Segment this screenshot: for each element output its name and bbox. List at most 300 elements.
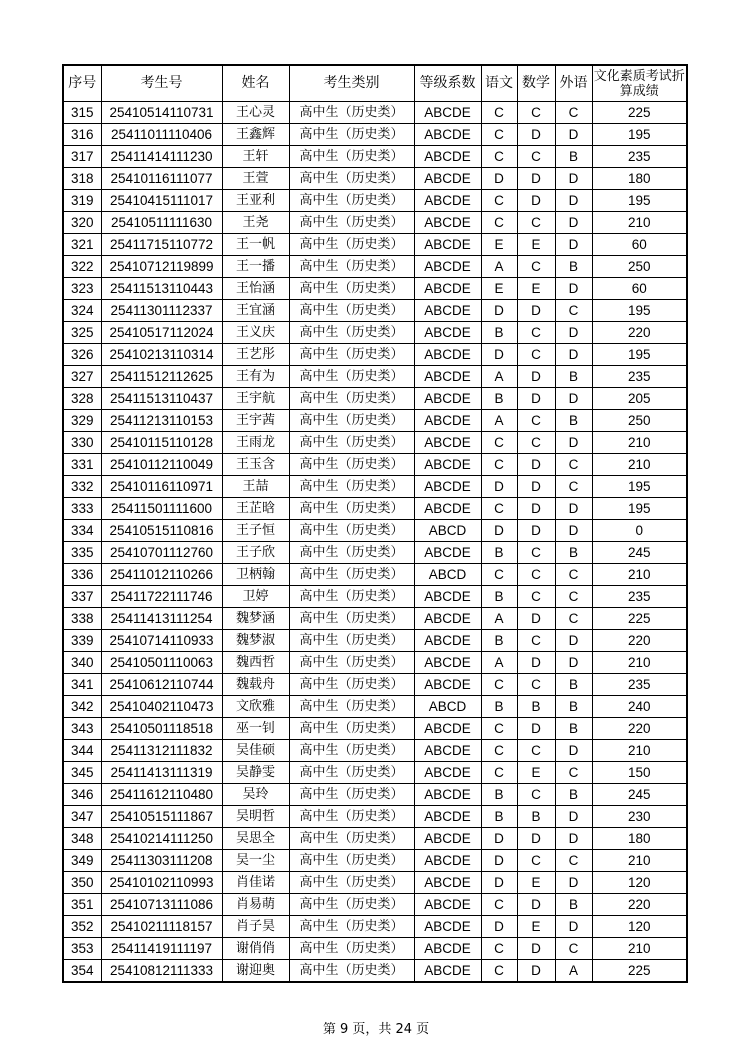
- cell-category: 高中生（历史类）: [289, 124, 414, 146]
- cell-index: 331: [63, 454, 101, 476]
- cell-exam-id: 25410701112760: [101, 542, 222, 564]
- cell-exam-id: 25410115110128: [101, 432, 222, 454]
- cell-index: 327: [63, 366, 101, 388]
- cell-index: 344: [63, 740, 101, 762]
- cell-exam-id: 25411303111208: [101, 850, 222, 872]
- cell-grade-coefficient: ABCDE: [414, 300, 481, 322]
- cell-index: 322: [63, 256, 101, 278]
- cell-exam-id: 25410214111250: [101, 828, 222, 850]
- cell-grade-coefficient: ABCDE: [414, 124, 481, 146]
- cell-exam-id: 25411512112625: [101, 366, 222, 388]
- cell-chinese: C: [481, 432, 517, 454]
- header-exam-id: 考生号: [101, 65, 222, 102]
- cell-exam-id: 25411414111230: [101, 146, 222, 168]
- cell-name: 肖佳诺: [222, 872, 289, 894]
- cell-name: 卫柄翰: [222, 564, 289, 586]
- cell-math: D: [517, 498, 555, 520]
- cell-chinese: C: [481, 454, 517, 476]
- cell-math: E: [517, 872, 555, 894]
- cell-math: C: [517, 674, 555, 696]
- cell-index: 351: [63, 894, 101, 916]
- cell-index: 340: [63, 652, 101, 674]
- cell-foreign-language: B: [555, 542, 592, 564]
- cell-math: C: [517, 784, 555, 806]
- header-chinese: 语文: [481, 65, 517, 102]
- cell-grade-coefficient: ABCDE: [414, 850, 481, 872]
- cell-grade-coefficient: ABCDE: [414, 410, 481, 432]
- cell-chinese: C: [481, 718, 517, 740]
- cell-math: C: [517, 564, 555, 586]
- cell-exam-id: 25410514110731: [101, 102, 222, 124]
- cell-converted-score: 60: [592, 278, 687, 300]
- cell-index: 336: [63, 564, 101, 586]
- cell-chinese: E: [481, 234, 517, 256]
- header-category: 考生类别: [289, 65, 414, 102]
- cell-chinese: C: [481, 762, 517, 784]
- header-grade-coefficient: 等级系数: [414, 65, 481, 102]
- cell-math: E: [517, 916, 555, 938]
- cell-chinese: C: [481, 894, 517, 916]
- cell-chinese: D: [481, 850, 517, 872]
- cell-name: 王尧: [222, 212, 289, 234]
- cell-index: 349: [63, 850, 101, 872]
- cell-category: 高中生（历史类）: [289, 894, 414, 916]
- cell-chinese: C: [481, 938, 517, 960]
- header-foreign-language: 外语: [555, 65, 592, 102]
- cell-grade-coefficient: ABCDE: [414, 630, 481, 652]
- cell-exam-id: 25410511111630: [101, 212, 222, 234]
- cell-category: 高中生（历史类）: [289, 498, 414, 520]
- cell-name: 吴一尘: [222, 850, 289, 872]
- cell-grade-coefficient: ABCDE: [414, 168, 481, 190]
- cell-grade-coefficient: ABCDE: [414, 212, 481, 234]
- table-row: [63, 212, 687, 234]
- cell-name: 魏梦淑: [222, 630, 289, 652]
- cell-grade-coefficient: ABCDE: [414, 960, 481, 983]
- header-math: 数学: [517, 65, 555, 102]
- cell-chinese: B: [481, 586, 517, 608]
- cell-converted-score: 210: [592, 740, 687, 762]
- header-name: 姓名: [222, 65, 289, 102]
- cell-name: 王亚利: [222, 190, 289, 212]
- cell-exam-id: 25411012110266: [101, 564, 222, 586]
- table-row: [63, 344, 687, 366]
- cell-grade-coefficient: ABCDE: [414, 740, 481, 762]
- cell-chinese: D: [481, 872, 517, 894]
- cell-name: 王子欣: [222, 542, 289, 564]
- cell-chinese: B: [481, 322, 517, 344]
- cell-converted-score: 220: [592, 894, 687, 916]
- cell-foreign-language: B: [555, 718, 592, 740]
- cell-foreign-language: D: [555, 520, 592, 542]
- cell-math: C: [517, 322, 555, 344]
- cell-math: B: [517, 806, 555, 828]
- cell-name: 王玉含: [222, 454, 289, 476]
- cell-index: 316: [63, 124, 101, 146]
- cell-foreign-language: C: [555, 586, 592, 608]
- cell-category: 高中生（历史类）: [289, 762, 414, 784]
- cell-name: 谢俏俏: [222, 938, 289, 960]
- cell-math: C: [517, 256, 555, 278]
- cell-exam-id: 25411501111600: [101, 498, 222, 520]
- cell-grade-coefficient: ABCDE: [414, 828, 481, 850]
- cell-foreign-language: C: [555, 476, 592, 498]
- cell-math: E: [517, 278, 555, 300]
- cell-exam-id: 25411213110153: [101, 410, 222, 432]
- cell-grade-coefficient: ABCDE: [414, 432, 481, 454]
- cell-grade-coefficient: ABCDE: [414, 102, 481, 124]
- cell-foreign-language: B: [555, 256, 592, 278]
- cell-converted-score: 195: [592, 344, 687, 366]
- cell-converted-score: 235: [592, 674, 687, 696]
- cell-chinese: B: [481, 630, 517, 652]
- cell-converted-score: 180: [592, 168, 687, 190]
- table-row: [63, 608, 687, 630]
- cell-converted-score: 250: [592, 410, 687, 432]
- cell-exam-id: 25411312111832: [101, 740, 222, 762]
- cell-grade-coefficient: ABCDE: [414, 278, 481, 300]
- cell-name: 王子恒: [222, 520, 289, 542]
- cell-category: 高中生（历史类）: [289, 520, 414, 542]
- cell-math: D: [517, 652, 555, 674]
- cell-foreign-language: D: [555, 322, 592, 344]
- cell-chinese: C: [481, 740, 517, 762]
- cell-chinese: B: [481, 696, 517, 718]
- cell-math: D: [517, 960, 555, 983]
- cell-grade-coefficient: ABCDE: [414, 388, 481, 410]
- cell-converted-score: 120: [592, 916, 687, 938]
- cell-name: 谢迎奥: [222, 960, 289, 983]
- cell-foreign-language: D: [555, 872, 592, 894]
- cell-converted-score: 205: [592, 388, 687, 410]
- cell-grade-coefficient: ABCDE: [414, 542, 481, 564]
- table-row: [63, 190, 687, 212]
- table-row: [63, 564, 687, 586]
- cell-math: C: [517, 630, 555, 652]
- cell-name: 吴思全: [222, 828, 289, 850]
- cell-name: 王有为: [222, 366, 289, 388]
- cell-name: 王一播: [222, 256, 289, 278]
- cell-category: 高中生（历史类）: [289, 476, 414, 498]
- cell-index: 320: [63, 212, 101, 234]
- cell-category: 高中生（历史类）: [289, 586, 414, 608]
- cell-category: 高中生（历史类）: [289, 696, 414, 718]
- cell-category: 高中生（历史类）: [289, 410, 414, 432]
- cell-exam-id: 25410116111077: [101, 168, 222, 190]
- cell-chinese: C: [481, 146, 517, 168]
- cell-index: 321: [63, 234, 101, 256]
- cell-converted-score: 235: [592, 586, 687, 608]
- cell-math: D: [517, 388, 555, 410]
- cell-converted-score: 195: [592, 300, 687, 322]
- cell-exam-id: 25411715110772: [101, 234, 222, 256]
- cell-foreign-language: B: [555, 696, 592, 718]
- cell-math: D: [517, 476, 555, 498]
- cell-converted-score: 225: [592, 102, 687, 124]
- cell-foreign-language: A: [555, 960, 592, 983]
- cell-converted-score: 220: [592, 322, 687, 344]
- cell-foreign-language: B: [555, 146, 592, 168]
- cell-name: 王义庆: [222, 322, 289, 344]
- cell-exam-id: 25410517112024: [101, 322, 222, 344]
- cell-converted-score: 120: [592, 872, 687, 894]
- cell-foreign-language: D: [555, 432, 592, 454]
- cell-math: C: [517, 410, 555, 432]
- cell-converted-score: 245: [592, 784, 687, 806]
- cell-grade-coefficient: ABCDE: [414, 806, 481, 828]
- cell-index: 325: [63, 322, 101, 344]
- cell-category: 高中生（历史类）: [289, 322, 414, 344]
- cell-name: 吴玲: [222, 784, 289, 806]
- cell-category: 高中生（历史类）: [289, 344, 414, 366]
- table-row: [63, 740, 687, 762]
- cell-converted-score: 195: [592, 498, 687, 520]
- cell-foreign-language: C: [555, 762, 592, 784]
- cell-chinese: A: [481, 256, 517, 278]
- cell-category: 高中生（历史类）: [289, 168, 414, 190]
- table-row: [63, 432, 687, 454]
- cell-name: 肖易萌: [222, 894, 289, 916]
- cell-grade-coefficient: ABCDE: [414, 784, 481, 806]
- table-row: [63, 630, 687, 652]
- cell-converted-score: 235: [592, 146, 687, 168]
- cell-grade-coefficient: ABCDE: [414, 476, 481, 498]
- table-row: [63, 102, 687, 124]
- table-row: [63, 124, 687, 146]
- cell-exam-id: 25411722111746: [101, 586, 222, 608]
- cell-name: 王艺彤: [222, 344, 289, 366]
- cell-index: 353: [63, 938, 101, 960]
- cell-index: 333: [63, 498, 101, 520]
- cell-exam-id: 25411413111319: [101, 762, 222, 784]
- cell-grade-coefficient: ABCDE: [414, 234, 481, 256]
- cell-index: 339: [63, 630, 101, 652]
- cell-math: D: [517, 168, 555, 190]
- table-row: [63, 520, 687, 542]
- cell-grade-coefficient: ABCD: [414, 564, 481, 586]
- header-converted-score: 文化素质考试折算成绩: [592, 65, 687, 102]
- cell-exam-id: 25411011110406: [101, 124, 222, 146]
- cell-math: C: [517, 542, 555, 564]
- cell-name: 吴佳硕: [222, 740, 289, 762]
- cell-index: 342: [63, 696, 101, 718]
- cell-index: 329: [63, 410, 101, 432]
- cell-index: 346: [63, 784, 101, 806]
- cell-math: C: [517, 212, 555, 234]
- cell-grade-coefficient: ABCDE: [414, 322, 481, 344]
- cell-category: 高中生（历史类）: [289, 784, 414, 806]
- cell-converted-score: 210: [592, 212, 687, 234]
- cell-name: 王一帆: [222, 234, 289, 256]
- cell-math: D: [517, 454, 555, 476]
- cell-index: 319: [63, 190, 101, 212]
- cell-math: D: [517, 828, 555, 850]
- cell-name: 文欣雅: [222, 696, 289, 718]
- cell-chinese: E: [481, 278, 517, 300]
- cell-name: 王鑫辉: [222, 124, 289, 146]
- cell-foreign-language: D: [555, 806, 592, 828]
- cell-chinese: A: [481, 410, 517, 432]
- cell-foreign-language: D: [555, 278, 592, 300]
- cell-name: 王怡涵: [222, 278, 289, 300]
- table-row: [63, 916, 687, 938]
- cell-category: 高中生（历史类）: [289, 674, 414, 696]
- cell-index: 328: [63, 388, 101, 410]
- cell-category: 高中生（历史类）: [289, 938, 414, 960]
- cell-math: B: [517, 696, 555, 718]
- cell-foreign-language: D: [555, 828, 592, 850]
- cell-index: 343: [63, 718, 101, 740]
- cell-category: 高中生（历史类）: [289, 630, 414, 652]
- cell-index: 335: [63, 542, 101, 564]
- cell-math: D: [517, 938, 555, 960]
- cell-math: C: [517, 586, 555, 608]
- cell-exam-id: 25410415111017: [101, 190, 222, 212]
- cell-chinese: A: [481, 652, 517, 674]
- cell-foreign-language: C: [555, 564, 592, 586]
- table-row: [63, 278, 687, 300]
- cell-chinese: B: [481, 542, 517, 564]
- cell-category: 高中生（历史类）: [289, 454, 414, 476]
- cell-exam-id: 25410515111867: [101, 806, 222, 828]
- cell-chinese: D: [481, 300, 517, 322]
- cell-converted-score: 220: [592, 718, 687, 740]
- cell-converted-score: 210: [592, 432, 687, 454]
- cell-foreign-language: D: [555, 498, 592, 520]
- cell-foreign-language: D: [555, 740, 592, 762]
- cell-foreign-language: D: [555, 630, 592, 652]
- cell-math: D: [517, 718, 555, 740]
- cell-chinese: D: [481, 520, 517, 542]
- cell-math: C: [517, 146, 555, 168]
- cell-category: 高中生（历史类）: [289, 234, 414, 256]
- cell-name: 肖子昊: [222, 916, 289, 938]
- cell-exam-id: 25410714110933: [101, 630, 222, 652]
- cell-grade-coefficient: ABCDE: [414, 344, 481, 366]
- cell-category: 高中生（历史类）: [289, 564, 414, 586]
- cell-exam-id: 25410213110314: [101, 344, 222, 366]
- cell-chinese: B: [481, 784, 517, 806]
- cell-index: 324: [63, 300, 101, 322]
- cell-index: 323: [63, 278, 101, 300]
- cell-name: 巫一钊: [222, 718, 289, 740]
- cell-converted-score: 195: [592, 190, 687, 212]
- cell-name: 吴静雯: [222, 762, 289, 784]
- cell-index: 341: [63, 674, 101, 696]
- cell-category: 高中生（历史类）: [289, 850, 414, 872]
- cell-category: 高中生（历史类）: [289, 102, 414, 124]
- cell-category: 高中生（历史类）: [289, 190, 414, 212]
- table-row: [63, 410, 687, 432]
- cell-category: 高中生（历史类）: [289, 916, 414, 938]
- table-row: [63, 146, 687, 168]
- cell-foreign-language: B: [555, 410, 592, 432]
- cell-index: 326: [63, 344, 101, 366]
- cell-foreign-language: D: [555, 190, 592, 212]
- cell-math: C: [517, 850, 555, 872]
- cell-category: 高中生（历史类）: [289, 608, 414, 630]
- cell-name: 王轩: [222, 146, 289, 168]
- page-footer: 第 9 页，共 24 页: [322, 1022, 430, 1037]
- cell-foreign-language: D: [555, 234, 592, 256]
- table-row: [63, 476, 687, 498]
- table-row: [63, 652, 687, 674]
- cell-category: 高中生（历史类）: [289, 740, 414, 762]
- cell-index: 315: [63, 102, 101, 124]
- cell-grade-coefficient: ABCDE: [414, 498, 481, 520]
- cell-index: 318: [63, 168, 101, 190]
- cell-chinese: C: [481, 102, 517, 124]
- cell-exam-id: 25410713111086: [101, 894, 222, 916]
- cell-exam-id: 25410211118157: [101, 916, 222, 938]
- cell-name: 王喆: [222, 476, 289, 498]
- cell-math: D: [517, 894, 555, 916]
- cell-converted-score: 60: [592, 234, 687, 256]
- cell-chinese: C: [481, 190, 517, 212]
- cell-converted-score: 195: [592, 476, 687, 498]
- cell-chinese: C: [481, 498, 517, 520]
- cell-name: 王宇航: [222, 388, 289, 410]
- cell-exam-id: 25410402110473: [101, 696, 222, 718]
- cell-grade-coefficient: ABCD: [414, 520, 481, 542]
- cell-index: 337: [63, 586, 101, 608]
- cell-index: 352: [63, 916, 101, 938]
- cell-converted-score: 250: [592, 256, 687, 278]
- cell-converted-score: 150: [592, 762, 687, 784]
- cell-chinese: D: [481, 828, 517, 850]
- cell-converted-score: 245: [592, 542, 687, 564]
- cell-chinese: B: [481, 388, 517, 410]
- cell-grade-coefficient: ABCDE: [414, 762, 481, 784]
- cell-math: C: [517, 432, 555, 454]
- cell-chinese: D: [481, 476, 517, 498]
- cell-converted-score: 210: [592, 564, 687, 586]
- cell-foreign-language: B: [555, 366, 592, 388]
- cell-name: 王宜涵: [222, 300, 289, 322]
- cell-category: 高中生（历史类）: [289, 960, 414, 983]
- table-row: [63, 388, 687, 410]
- cell-category: 高中生（历史类）: [289, 828, 414, 850]
- cell-name: 王萱: [222, 168, 289, 190]
- cell-grade-coefficient: ABCDE: [414, 916, 481, 938]
- cell-category: 高中生（历史类）: [289, 718, 414, 740]
- cell-exam-id: 25410612110744: [101, 674, 222, 696]
- cell-index: 332: [63, 476, 101, 498]
- cell-foreign-language: D: [555, 344, 592, 366]
- table-row: [63, 894, 687, 916]
- header-index: 序号: [63, 65, 101, 102]
- table-row: [63, 586, 687, 608]
- cell-math: D: [517, 190, 555, 212]
- cell-index: 338: [63, 608, 101, 630]
- table-row: [63, 806, 687, 828]
- cell-name: 王芷晗: [222, 498, 289, 520]
- table-row: [63, 938, 687, 960]
- cell-foreign-language: D: [555, 168, 592, 190]
- cell-converted-score: 210: [592, 454, 687, 476]
- cell-math: D: [517, 520, 555, 542]
- cell-foreign-language: C: [555, 454, 592, 476]
- cell-exam-id: 25410501118518: [101, 718, 222, 740]
- cell-category: 高中生（历史类）: [289, 300, 414, 322]
- cell-converted-score: 225: [592, 608, 687, 630]
- cell-foreign-language: D: [555, 124, 592, 146]
- cell-exam-id: 25410116110971: [101, 476, 222, 498]
- cell-exam-id: 25411513110437: [101, 388, 222, 410]
- cell-chinese: A: [481, 366, 517, 388]
- cell-name: 吴明哲: [222, 806, 289, 828]
- cell-category: 高中生（历史类）: [289, 278, 414, 300]
